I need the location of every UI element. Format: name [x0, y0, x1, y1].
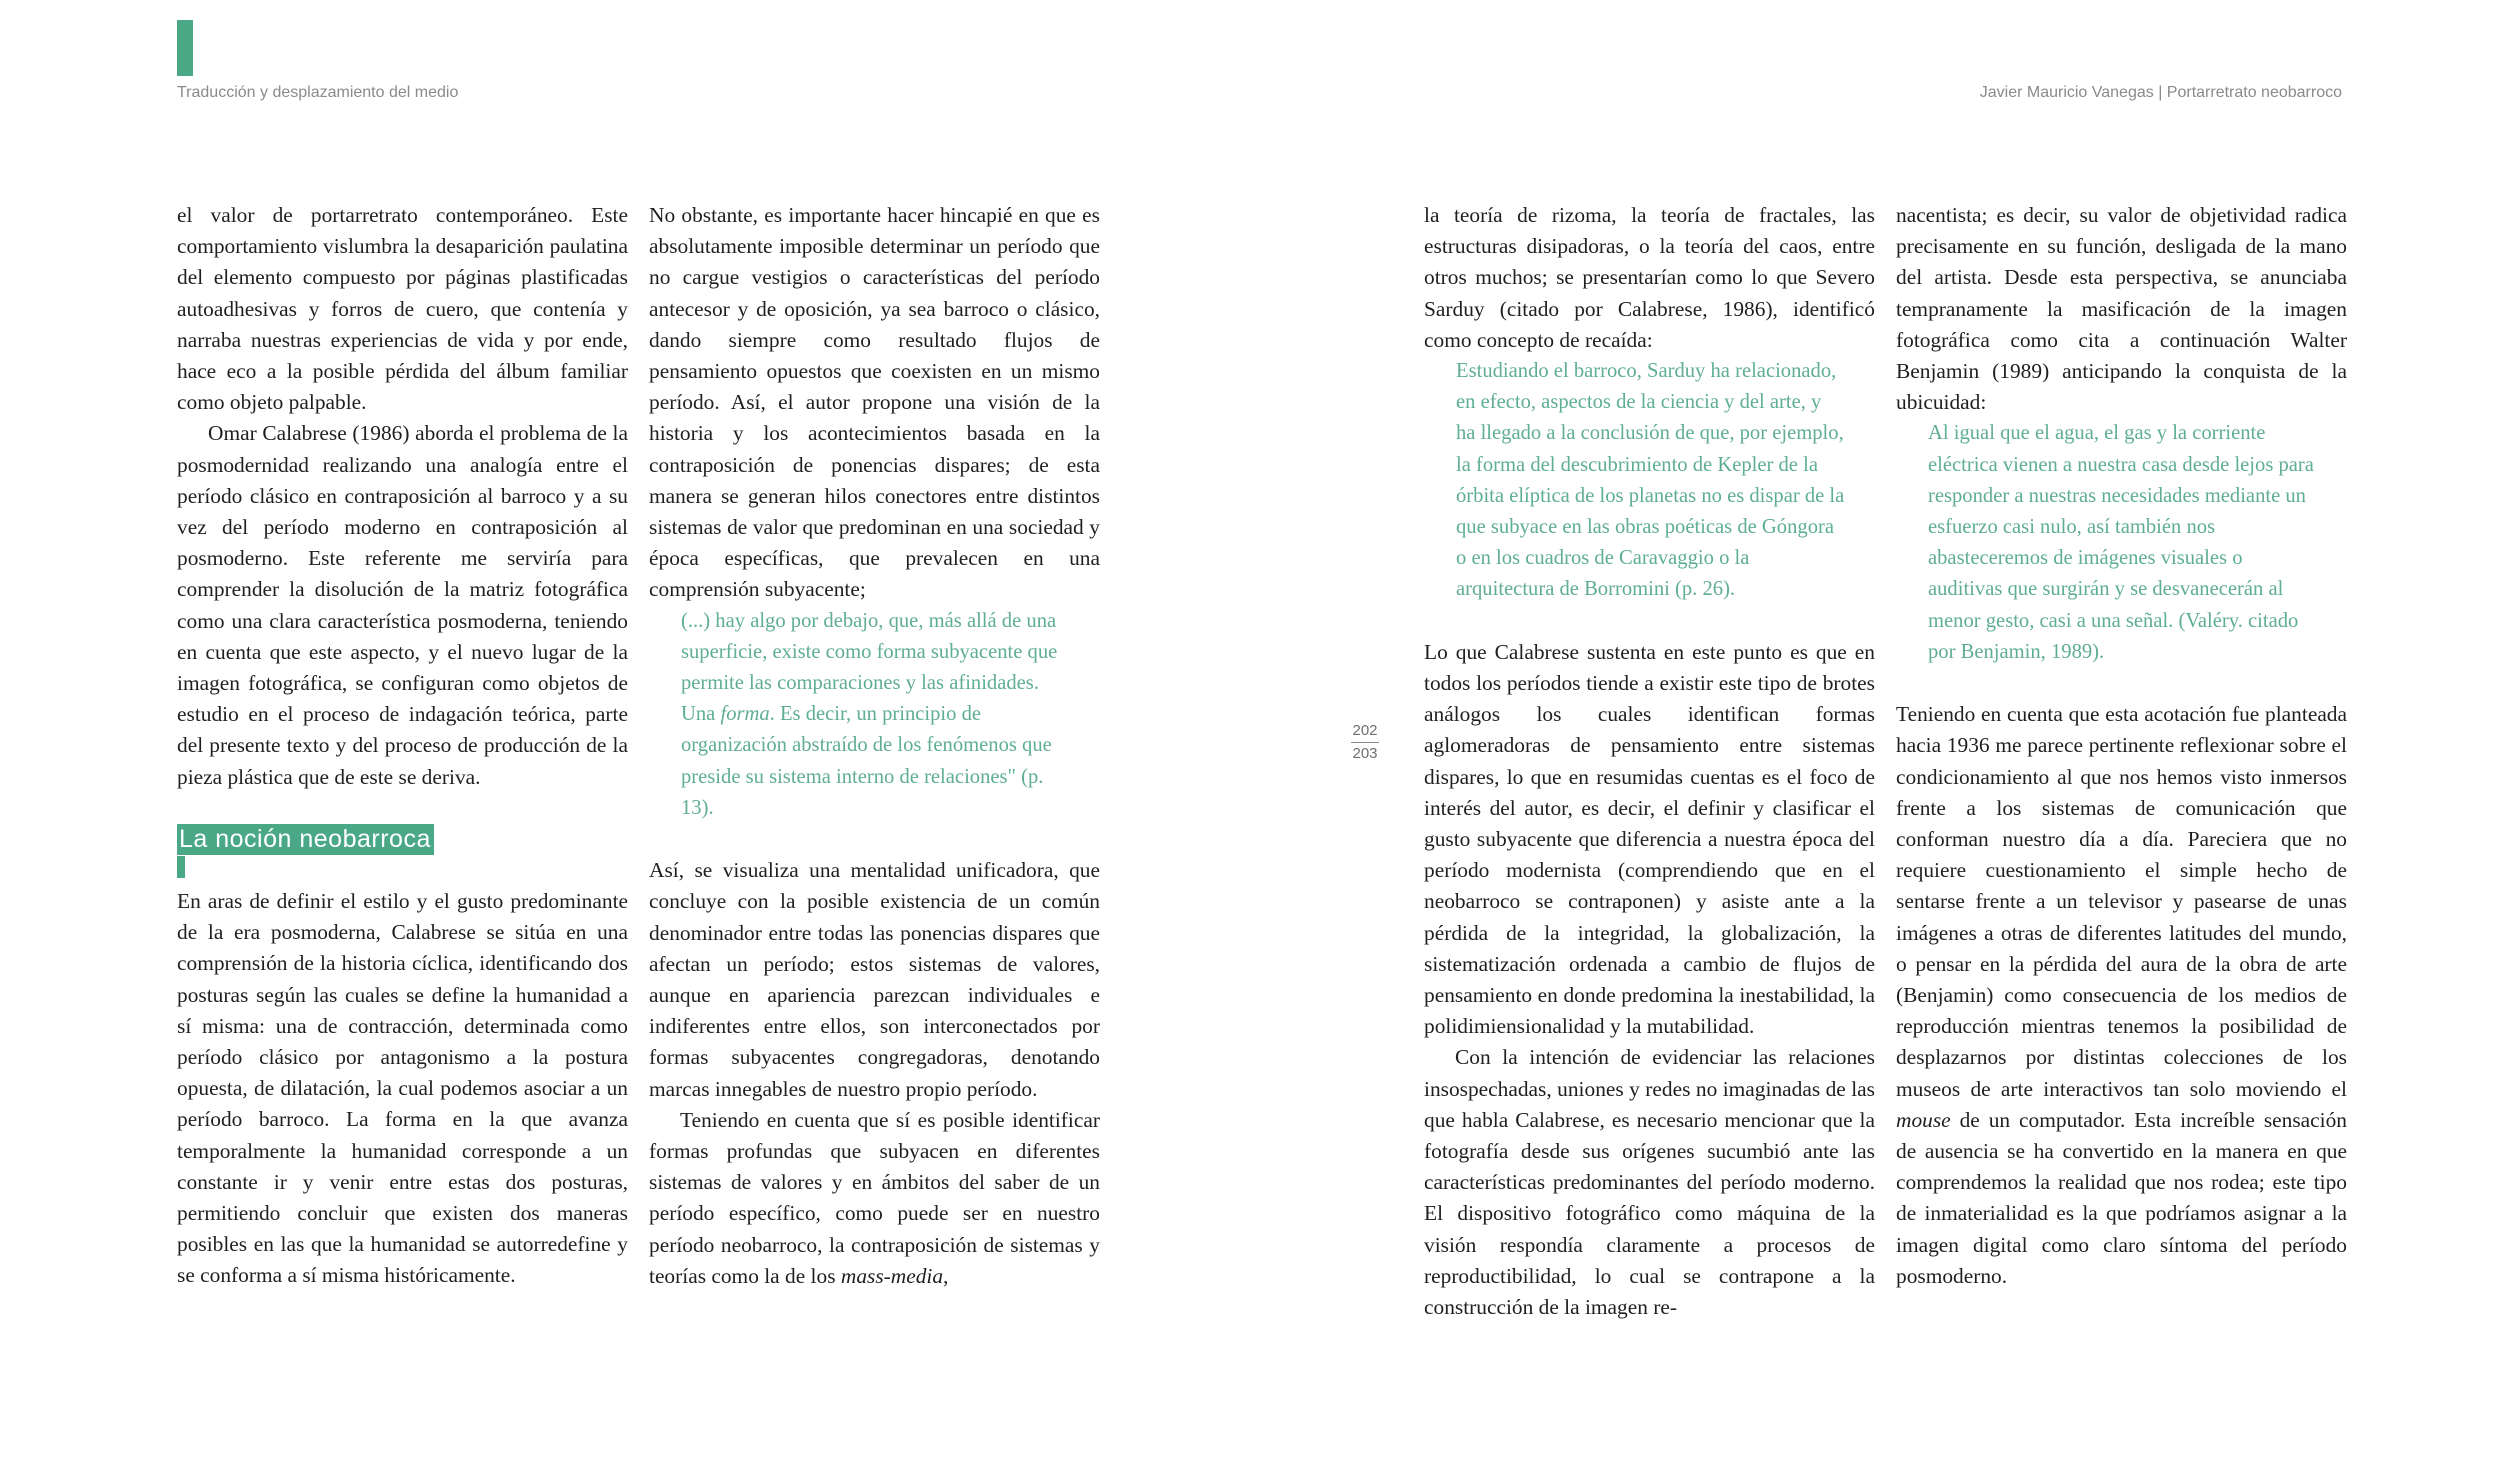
- column-1: [177, 200, 628, 1292]
- paragraph-text: ,: [943, 1263, 949, 1288]
- running-head-right: Javier Mauricio Vanegas | Portarretrato neobarroco: [1979, 84, 2342, 101]
- column-3: [1424, 200, 1875, 1323]
- column-2: [649, 200, 1100, 1292]
- paragraph-text: Teniendo en cuenta que esta acotación fue planteada hacia 1936 me parece pertinente reflexionar sobre el condicionamiento al que nos hemos visto inmersos frente a los sistemas de comunicación que conforman nuestro día a día. Pareciera que no requiere cuestionamiento el simple hecho de sentarse frente a un televisor y pasearse de unas imágenes a otras de diferentes latitudes del mundo, o pensar en la pérdida del aura de la obra de arte (Benjamin) como consecuencia de los medios de reproducción mientras tenemos la posibilidad de desplazarnos por distintas colecciones de los museos de arte interactivos tan solo moviendo el: [1896, 702, 2347, 1101]
- paragraph: Con la intención de evidenciar las relaciones insospechadas, uniones y redes no imaginadas de las que habla Calabrese, es necesario mencionar que la fotografía desde sus orígenes sucumbió ante las características predominantes del período moderno. El dispositivo fotográfico como máquina de la visión respondía claramente a procesos de reproductibilidad, lo cual se contrapone a la construcción de la imagen re-: [1424, 1045, 1875, 1320]
- quote-text: . Es decir, un principio de organización abstraído de los fenómenos que preside su sistema interno de relaciones" (p. 13).: [681, 703, 1052, 819]
- paragraph: En aras de definir el estilo y el gusto predominante de la era posmoderna, Calabrese se sitúa en una comprensión de la historia cíclica, identificando dos posturas según las cuales se define la humanidad a sí misma: una de contracción, determinada como período clásico por antagonismo a la postura opuesta, de dilatación, la cual podemos asociar a un período barroco. La forma en la que avanza temporalmente la humanidad corresponde a un constante ir y venir entre estas dos posturas, permitiendo concluir que existen dos maneras posibles en las que la humanidad se autorredefine y se conforma a sí misma históricamente.: [177, 889, 628, 1288]
- page-number-left: 202: [1352, 722, 1378, 739]
- block-quote: [649, 606, 1100, 824]
- paragraph-emphasis: mouse: [1896, 1107, 1951, 1132]
- block-quote: Estudiando el barroco, Sarduy ha relacionado, en efecto, aspectos de la ciencia y del arte, y ha llegado a la conclusión de que, por ejemplo, la forma del descubrimiento de Kepler de la órbita elíptica de los planetas no es dispar de la que subyace en las obras poéticas de Góngora o en los cuadros de Caravaggio o la arquitectura de Borromini (p. 26).: [1456, 360, 1845, 601]
- paragraph-text: Teniendo en cuenta que sí es posible identificar formas profundas que subyacen en diferentes sistemas de valores y en ámbitos del saber de un período específico, como puede ser en nuestro período neobarroco, la contraposición de sistemas y teorías como la de los: [649, 1107, 1100, 1288]
- header-accent-bar: [177, 20, 193, 76]
- paragraph: Omar Calabrese (1986) aborda el problema de la posmodernidad realizando una analogía entre el período clásico en contraposición al barroco y a su vez del período moderno en contraposición al posmoderno. Este referente me serviría para comprender la disolución de la matriz fotográfica como una clara característica posmoderna, teniendo en cuenta que este aspecto, y el nuevo lugar de la imagen fotográfica, se configuran como objetos de estudio en el proceso de indagación teórica, parte del presente texto y del proceso de producción de la pieza plástica que de este se deriva.: [177, 421, 628, 789]
- paragraph: Así, se visualiza una mentalidad unificadora, que concluye con la posible existencia de un común denominador entre todas las ponencias dispares que afectan un período; estos sistemas de valores, aunque en apariencia parezcan individuales e indiferentes entre ellos, son interconectados por formas subyacentes congregadoras, denotando marcas innegables de nuestro propio período.: [649, 858, 1100, 1101]
- paragraph: Lo que Calabrese sustenta en este punto es que en todos los períodos tiende a existir este tipo de brotes análogos los cuales identifican formas aglomeradoras de pensamiento entre sistemas dispares, lo que en resumidas cuentas es el foco de interés del autor, es decir, el definir y clasificar el gusto subyacente que diferencia a nuestra época del período modernista (comprendiendo que en el neobarroco se contraponen) y asiste ante a la pérdida de la integridad, la globalización, la sistematización ordenada a cambio de flujos de pensamiento en donde predomina la inestabilidad, la polidimiensionalidad y la mutabilidad.: [1424, 639, 1875, 1039]
- paragraph: [1896, 699, 2347, 1292]
- section-heading: [177, 824, 628, 886]
- paragraph: el valor de portarretrato contemporáneo. Este comportamiento vislumbra la desaparición paulatina del elemento compuesto por páginas plastificadas autoadhesivas y forros de cuero, que contenía y narraba nuestras experiencias de vida y por ende, hace eco a la posible pérdida del álbum familiar como objeto palpable.: [177, 203, 628, 415]
- quote-text: (...) hay algo por debajo, que, más allá de una superficie, existe como forma subyacente que permite las comparaciones y las afinidades. Una: [681, 609, 1058, 726]
- block-quote: Al igual que el agua, el gas y la corriente eléctrica vienen a nuestra casa desde lejos para responder a nuestras necesidades mediante un esfuerzo casi nulo, así también nos abasteceremos de imágenes visuales o auditivas que surgirán y se desvanecerán al menor gesto, casi a una señal. (Valéry. citado por Benjamin, 1989).: [1928, 422, 2314, 663]
- paragraph: nacentista; es decir, su valor de objetividad radica precisamente en su función, desligada de la mano del artista. Desde esta perspectiva, se anunciaba tempranamente la masificación de la imagen fotográfica como cita a continuación Walter Benjamin (1989) anticipando la conquista de la ubicuidad:: [1896, 203, 2347, 415]
- paragraph: No obstante, es importante hacer hincapié en que es absolutamente imposible determinar un período que no cargue vestigios o características del período antecesor y de oposición, ya sea barroco o clásico, dando siempre como resultado flujos de pensamiento opuestos que coexisten en un mismo período. Así, el autor propone una visión de la historia y los acontecimientos basada en la contraposición de ponencias dispares; de esta manera se generan hilos conectores entre distintos sistemas de valor que predominan en una sociedad y época específicas, que prevalecen en una comprensión subyacente;: [649, 203, 1100, 602]
- paragraph: [649, 1105, 1100, 1292]
- paragraph-text: de un computador. Esta increíble sensación de ausencia se ha convertido en la manera en que comprendemos la realidad que nos rodea; este tipo de inmaterialidad es la que podríamos asignar a la imagen digital como claro síntoma del período posmoderno.: [1896, 1107, 2347, 1288]
- column-4: [1896, 200, 2347, 1292]
- running-head-left: Traducción y desplazamiento del medio: [177, 84, 459, 101]
- paragraph: la teoría de rizoma, la teoría de fractales, las estructuras disipadoras, o la teoría del caos, entre otros muchos; se presentarían como lo que Severo Sarduy (citado por Calabrese, 1986), identificó como concepto de recaída:: [1424, 203, 1875, 352]
- quote-emphasis: forma: [720, 703, 770, 726]
- paragraph-emphasis: mass-media: [840, 1263, 944, 1288]
- page-number-right: 203: [1352, 745, 1378, 762]
- page-folio: [1348, 720, 1382, 765]
- section-title-tick: [177, 856, 185, 878]
- section-title: La noción neobarroca: [177, 824, 434, 855]
